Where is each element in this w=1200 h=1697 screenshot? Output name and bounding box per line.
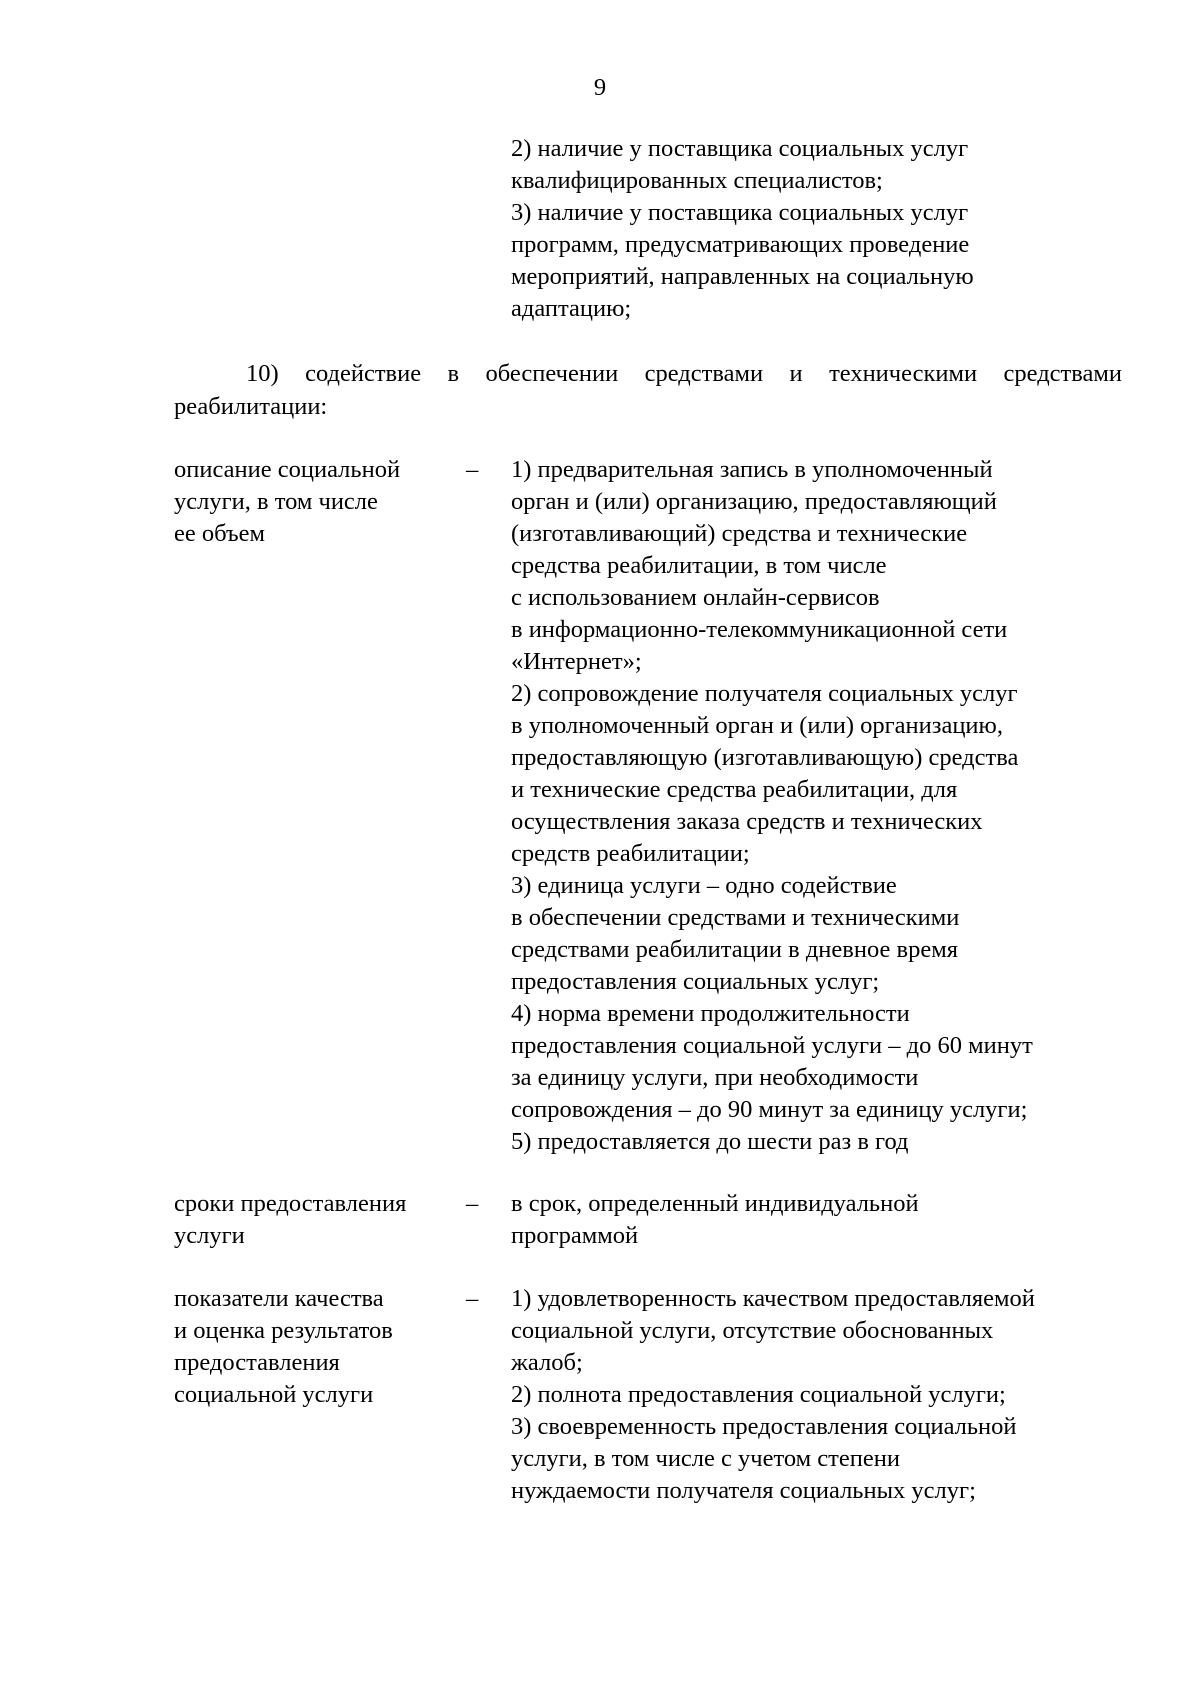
row-value-line: программой bbox=[511, 1222, 639, 1249]
row-value-line: нуждаемости получателя социальных услуг; bbox=[511, 1477, 976, 1504]
row-value-line: (изготавливающий) средства и технические bbox=[511, 520, 968, 547]
row-value-line: 2) полнота предоставления социальной услуги; bbox=[511, 1381, 1006, 1408]
row-value-line: социальной услуги, отсутствие обоснованных bbox=[511, 1317, 994, 1344]
row-value-line: в информационно-телекоммуникационной сети bbox=[511, 616, 1008, 643]
continuation-line: 2) наличие у поставщика социальных услуг bbox=[511, 135, 969, 162]
row-value-line: 2) сопровождение получателя социальных услуг bbox=[511, 680, 1018, 707]
row-value-line: в уполномоченный орган и (или) организацию, bbox=[511, 712, 1003, 739]
row-value-line: осуществления заказа средств и технических bbox=[511, 808, 983, 835]
row-dash: – bbox=[466, 456, 479, 483]
row-value-line: орган и (или) организацию, предоставляющий bbox=[511, 488, 997, 515]
row-value-line: предоставления социальных услуг; bbox=[511, 968, 880, 995]
row-value-line: услуги, в том числе с учетом степени bbox=[511, 1445, 900, 1472]
section-heading-line: 10) содействие в обеспечении средствами и техническими средствами bbox=[246, 360, 1122, 387]
row-value-line: 4) норма времени продолжительности bbox=[511, 1000, 910, 1027]
continuation-line: квалифицированных специалистов; bbox=[511, 167, 883, 194]
row-value-line: предоставления социальной услуги – до 60 минут bbox=[511, 1032, 1033, 1059]
row-label-line: и оценка результатов bbox=[174, 1317, 393, 1344]
row-value-line: 3) единица услуги – одно содействие bbox=[511, 872, 897, 899]
continuation-line: 3) наличие у поставщика социальных услуг bbox=[511, 199, 969, 226]
row-value-line: в срок, определенный индивидуальной bbox=[511, 1190, 919, 1217]
row-value-line: 5) предоставляется до шести раз в год bbox=[511, 1128, 909, 1155]
row-value-line: сопровождения – до 90 минут за единицу услуги; bbox=[511, 1096, 1028, 1123]
row-value-line: 1) удовлетворенность качеством предоставляемой bbox=[511, 1285, 1035, 1312]
row-value-line: средств реабилитации; bbox=[511, 840, 750, 867]
row-dash: – bbox=[466, 1285, 479, 1312]
row-label-line: показатели качества bbox=[174, 1285, 384, 1312]
row-label-line: услуги bbox=[174, 1222, 245, 1249]
row-label-line: услуги, в том числе bbox=[174, 488, 378, 515]
row-value-line: и технические средства реабилитации, для bbox=[511, 776, 958, 803]
page-number: 9 bbox=[593, 74, 607, 101]
row-value-line: 3) своевременность предоставления социальной bbox=[511, 1413, 1017, 1440]
continuation-line: программ, предусматривающих проведение bbox=[511, 231, 970, 258]
row-label-line: ее объем bbox=[174, 520, 266, 547]
row-label-line: социальной услуги bbox=[174, 1381, 374, 1408]
row-value-line: за единицу услуги, при необходимости bbox=[511, 1064, 919, 1091]
section-heading bbox=[174, 358, 1122, 423]
row-value-line: в обеспечении средствами и техническими bbox=[511, 904, 960, 931]
row-value-line: жалоб; bbox=[511, 1349, 583, 1376]
row-value-line: с использованием онлайн-сервисов bbox=[511, 584, 880, 611]
row-label-line: предоставления bbox=[174, 1349, 340, 1376]
row-label-line: описание социальной bbox=[174, 456, 401, 483]
row-value-line: средства реабилитации, в том числе bbox=[511, 552, 887, 579]
section-heading-line: реабилитации: bbox=[174, 392, 328, 420]
row-value-line: средствами реабилитации в дневное время bbox=[511, 936, 958, 963]
row-value-line: «Интернет»; bbox=[511, 648, 642, 675]
row-label-line: сроки предоставления bbox=[174, 1190, 407, 1217]
row-value-line: 1) предварительная запись в уполномоченный bbox=[511, 456, 993, 483]
row-dash: – bbox=[466, 1190, 479, 1217]
continuation-line: адаптацию; bbox=[511, 295, 632, 322]
continuation-line: мероприятий, направленных на социальную bbox=[511, 263, 974, 290]
row-value-line: предоставляющую (изготавливающую) средства bbox=[511, 744, 1019, 771]
